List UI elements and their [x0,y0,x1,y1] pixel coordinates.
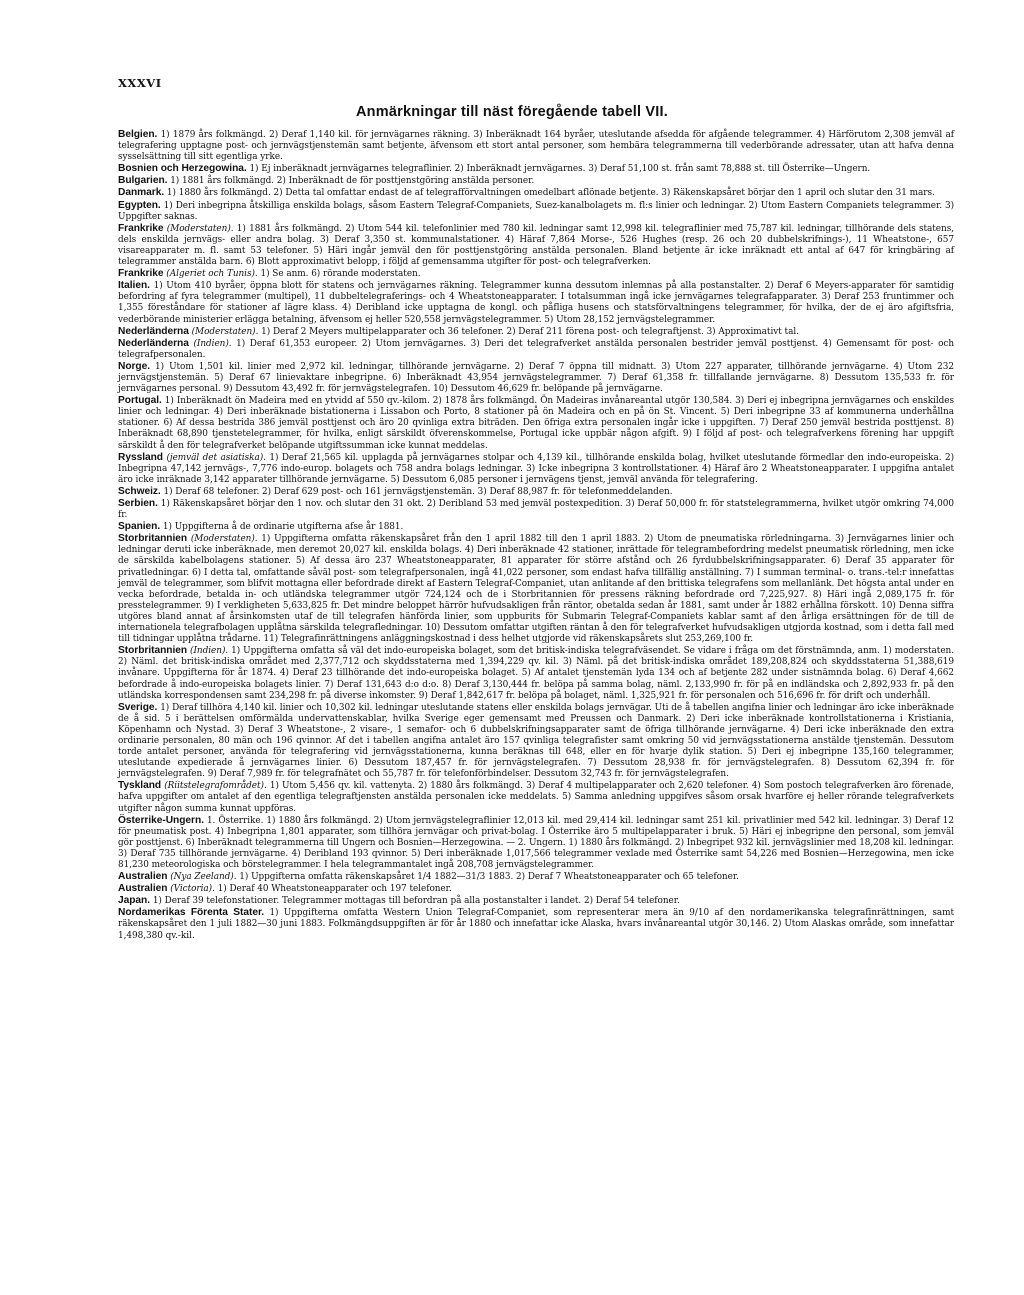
note-entry [118,361,954,395]
note-entry [118,395,954,451]
note-text: 1) Uppgifterna omfatta räkenskapsåret från den 1 april 1882 till den 1 april 1883. 2) Utom de pneumatiska rörledningarna. 3) Jernvägarnes linier och ledningar deruti icke inberäknade, men deremot 20,027 kil. enskilda bolags. 4) Deri inberäknade 42 stationer, inrättade för telegrambefordring medelst pneumatisk rörledning, men icke de särskilda kabelbolagens stationer. 5) Af dessa äro 237 Wheatstoneapparater, 81 apparater för större afstånd och 26 fyrdubbelskrifningsapparater. 6) Deraf 35 apparater för privatledningar. 6) I detta tal, omfattande såväl post- som telegrafpersonalen, ingå 41,022 personer, som endast hafva tillfällig anställning. 7) I summan terminal- o. trans.-tel:r innefattas jemväl de telegrammer, som blifvit mottagna eller befordrade direkt af Eastern Telegraf-Companiet, utan anlitande af den brittiska telegrafens som mellanlänk. Det högsta antal under en vecka befordrade, betalda in- och utländska telegrammer utgör 724,124 och de i Storbritannien för pressens räkning befordrade ord 7,225,927. 8) Häri ingå 2,089,175 fr. för presstelegrammer. 9) I verkligheten 5,633,825 fr. Det mindre beloppet härrör hufvudsakligen från räntor, obetalda sedan år 1881, samt under år 1882 erhållna förskott. 10) Denna siffra utgöres bland annat af årsinkomsten utaf de till telegrafen hänförda linier, som uppburits för Submarin Telegraf-Companiets kablar samt af den årliga ersättningen för de till de internationela telegrafbolagen upplåtna särskilda telegrafledningar. 10) Dessutom omfattar utgiften räntan å den för telegrafverket hufvudsakligen utgjorda kostnad, som i detta fall med till tidningar upplåtna trådarne. 11) Telegrafinrättningens anläggningskostnad i dess helhet utgjorde vid räkenskapsårets slut 253,269,100 fr. [118,534,955,645]
note-text: 1) Se anm. 6) rörande moderstaten. [257,269,421,280]
note-text: 1) 1879 års folkmängd. 2) Deraf 1,140 kil. för jernvägarnes räkning. 3) Inberäknadt 164 byråer, uteslutande afsedda för afgående telegrammer. 4) Härförutom 2,308 jemväl af telegrafering upptagne post- och jernvägstjenstemän samt betjente, äfvensom ett stort antal personer, som hembära telegrammerna till vederbörande adressater, utan att hafva denna sysselsättning till sitt egentliga yrke. [118,130,954,163]
note-text: 1) Uppgifterna å de ordinarie utgifterna afse år 1881. [160,522,404,533]
note-entry [118,907,954,941]
note-entry [118,268,954,280]
country-name: Schweiz. [118,485,161,497]
page-number: XXXVI [118,76,162,90]
note-entry [118,326,954,338]
region-qualifier: (Moderstaten). [166,223,234,234]
country-name: Nordamerikas Förenta Stater. [118,907,265,919]
note-text: 1) 1880 års folkmängd. 2) Detta tal omfattar endast de af telegrafförvaltningen omedelbart aflönade betjente. 3) Räkenskapsåret börjar den 1 april och slutar den 31 mars. [164,188,935,199]
note-text: 1) Utom 5,456 qv. kil. vattenyta. 2) 1880 års folkmängd. 3) Deraf 4 multipelapparater och 2,620 telefoner. 4) Som postoch telegrafverken äro förenade, hafva uppgifter om antalet af den egentliga telegraftjensten anstälda personalen icke meddelats. 5) Samma anledning uppgifves såsom orsak hvarföre ej heller rörande telegrafverkets utgifter någon summa kunnat uppföras. [118,781,954,814]
region-qualifier: (Indien). [193,338,232,349]
note-entry [118,452,954,486]
note-text: 1) Inberäknadt ön Madeira med en ytvidd af 550 qv.-kilom. 2) 1878 års folkmängd. Ön Madeiras invånareantal utgör 130,584. 3) Deri ej inbegripna jernvägarnes och enskildes linier och ledningar. 4) Deri inberäknade bistationerna i Lissabon och Porto, 8 stationer på ön Madeira och en på ön St. Vincent. 5) Deri inbegripne 33 af kommunerna underhållna stationer. 6) Af dessa bestrida 386 jemväl posttjenst och äro 20 qvinliga extra biträden. Den öfriga extra personalen ingår icke i uppgiften. 7) Deraf 250 jemväl bestrida posttjenst. 8) Inberäknadt 68,890 tjenstetelegrammer, för hvilka, enligt särskildt öfverenskommelse, Portugal icke uppbär någon afgift. 9) I följd af post- och telegrafverkens förening har uppgift särskildt å den för telegrafverket belöpande utgiftssumman icke kunnat meddelas. [118,396,954,451]
country-name: Australien [118,883,168,895]
country-name: Bulgarien. [118,175,168,187]
note-text: 1) Deraf 40 Wheatstoneapparater och 197 telefoner. [214,884,452,895]
region-qualifier: (Moderstaten). [190,534,258,545]
note-entry [118,883,954,895]
note-text: 1) Deraf 2 Meyers multipelapparater och 36 telefoner. 2) Deraf 211 förena post- och telegraftjenst. 3) Approximativt tal. [258,326,799,337]
note-entry [118,486,954,498]
note-entry [118,175,954,187]
country-name: Italien. [118,280,150,292]
note-entry [118,280,954,325]
country-name: Belgien. [118,129,158,140]
country-name: Norge. [118,360,151,372]
note-text: 1) Deraf 21,565 kil. upplagda på jernvägarnes stolpar och 4,139 kil., tillhörande enskilda bolag, hvilket uteslutande förmedlar den indo-europeiska. 2) Inbegripna 47,142 jernvägs-, 7,776 indo-europ. bolagets och 758 andra bolags ledningar. 3) Icke inbegripna 3 kontrollstationer. 4) Häraf äro 2 Wheatstoneapparater. I uppgifna antalet äro icke inräknade 3,142 apparater tillhörande jernvägarne. 5) Dessutom 6,085 personer i jernvägens tjenst, jemväl använda för telegrafering. [118,452,954,485]
note-entry [118,645,954,701]
country-name: Tyskland [118,780,162,792]
note-entry [118,163,954,175]
note-text: 1) 1881 års folkmängd. 2) Utom 544 kil. telefonlinier med 780 kil. ledningar samt 12,998 kil. telegraflinier med 75,787 kil. ledningar, tillhörande dels statens, dels enskilda jernvägs- eller andra bolag. 3) Deraf 3,350 st. kommunalstationer. 4) Häraf 7,864 Morse-, 526 Hughes (resp. 26 och 20 dubbelskrifnings-), 11 Wheatstone-, 657 visareapparater m. fl. samt 53 telefoner. 5) Häri ingår jemväl den för posttjenstgöring anstälda personalen. Bland betjente är icke inräknadt ett antal af 647 för kringbäring af telegrammer anstälda barn. 6) Blott approximativt belopp, i följd af gemensamma utgifter för post- och telegrafverken. [118,223,954,268]
note-text: 1) Deraf 39 telefonstationer. Telegrammer mottagas till befordran på alla postanstalter i landet. 2) Deraf 54 telefoner. [150,896,680,907]
note-text: 1) Deraf 68 telefoner. 2) Deraf 629 post- och 161 jernvägstjenstemän. 3) Deraf 88,987 fr. för telefonmeddelanden. [160,486,673,497]
note-entry [118,223,954,268]
page-title: Anmärkningar till näst föregående tabell VII. [356,104,668,120]
country-name: Nederländerna [118,337,189,349]
note-text: 1) Deraf 61,353 europeer. 2) Utom jernvägarnes. 3) Deri det telegrafverket anstälda personalen bestrider jemväl posttjenst. 4) Gemensamt för post- och telegrafpersonalen. [118,338,955,360]
note-entry [118,533,954,645]
country-name: Portugal. [118,395,162,407]
country-name: Japan. [118,895,151,907]
note-entry [118,895,954,907]
note-text: 1) Uppgifterna omfatta Western Union Telegraf-Companiet, som representerar mera än 9/10 af den nordamerikanska telegrafinrättningen, samt räkenskapsåret den 1 juli 1882—30 juni 1883. Folkmängdsuppgiften är för år 1880 och innefattar icke Alaska, hvars invånareantal utgör 30,146. 2) Utom Alaskas område, som innefattar 1,498,380 qv.-kil. [118,908,954,941]
region-qualifier: (Algeriet och Tunis). [166,269,258,280]
note-entry [118,780,954,814]
note-text: 1) Uppgifterna omfatta räkenskapsåret 1/4 1882—31/3 1883. 2) Deraf 7 Wheatstoneapparater och 65 telefoner. [236,872,739,883]
country-name: Frankrike [118,268,164,280]
country-name: Storbritannien [118,533,188,545]
region-qualifier: (Indien). [190,646,229,657]
country-name: Frankrike [118,222,164,234]
region-qualifier: (Nya Zeeland). [170,872,237,883]
country-name: Serbien. [118,498,158,509]
country-name: Bosnien och Herzegowina. [118,163,247,175]
note-entry [118,815,954,871]
country-name: Sverige. [118,701,158,713]
note-entry [118,702,954,781]
region-qualifier: (Riitstelegrafområdet). [164,781,267,792]
note-text: 1) 1881 års folkmängd. 2) Inberäknadt de för posttjenstgöring anstälda personer. [167,176,535,187]
region-qualifier: (jemväl det asiatiska). [166,452,266,463]
country-name: Egypten. [118,199,161,211]
country-name: Ryssland [118,451,163,463]
note-entry [118,521,954,533]
note-text: 1) Utom 410 byråer, öppna blott för statens och jernvägarnes räkning. Telegrammer kunna dessutom inlemnas på alla postanstalter. 2) Deraf 6 Meyers-apparater för samtidig befordring af fyra telegrammer (multipel), 11 dubbeltelegraferings- och 4 Wheatstoneapparater. I totalsumman ingå icke jernvägarnes telegrafapparater. 3) Deraf 253 fruntimmer och 1,355 föreståndare för stationer af lägre klass. 4) Deribland icke upptagna de kongl. och påfliga husens och statsförvaltningens telegrammer, för hvilka, der de ej äro afgiftsfria, vederbörande ministerier erlägga betalning, äfvensom ej heller 520,558 jernvägstelegrammer. 5) Utom 28,152 jernvägstelegrammer. [118,281,954,325]
region-qualifier: (Moderstaten). [191,326,259,337]
note-text: 1) Deraf tillhöra 4,140 kil. linier och 10,302 kil. ledningar uteslutande statens eller enskilda bolags jernvägar. Uti de å tabellen angifna linier och ledningar äro icke inberäknade de å sid. 5 i berättelsen omförmälda undervattenskablar, hvilka Sverige eger gemensamt med Preussen och Danmark. 2) Deri icke inberäknade kontrollstationerna i Kristiania, Köpenhamn och Nystad. 3) Deraf 3 Wheatstone-, 2 visare-, 1 semafor- och 6 dubbelskrifningsapparater samt de öfriga tillhörande jernvägarne. 4) Deri icke inberäknade den extra ordinarie personalen, 80 män och 196 qvinnor. Af det i tabellen angifna antalet äro 157 qvinliga telegrafister samt omkring 50 vid jernvägsstationerna anstälde tjenstemän. Dessutom torde antalet personer, använda för telegrafering vid jernvägsstationerna, kunna beräknas till 648, eller en för hvarje dylik station. 5) Deri ej inbegripne 135,160 telegrammer, uteslutande expedierade å jernvägarnes linier. 6) Dessutom 187,457 fr. för jernvägstelegrafen. 7) Dessutom 28,938 fr. för jernvägstelegrafen. 8) Dessutom 62,394 fr. för jernvägstelegrafen. 9) Deraf 7,989 fr. för telegrafnätet och 55,787 fr. för telefonförbindelser. Dessutom 32,743 fr. för jernvägstelegrafen. [118,702,954,780]
country-name: Storbritannien [118,645,188,657]
note-text: 1) Ej inberäknadt jernvägarnes telegraflinier. 2) Inberäknadt jernvägarnes. 3) Deraf 51,100 st. från samt 78,888 st. till Österrike—Ungern. [246,164,871,175]
notes-content [118,129,954,942]
note-text: 1. Österrike. 1) 1880 års folkmängd. 2) Utom jernvägstelegraflinier 12,013 kil. med 29,414 kil. ledningar samt 251 kil. privatlinier med 542 kil. ledningar. 3) Deraf 12 för pneumatisk post. 4) Inbegripna 1,801 apparater, som tillhöra jernvägar och privat-bolag. I Österrike äro 5 multipelapparater i bruk. 5) Häri ej inbegripne den personal, som jemväl gör posttjenst. 6) Inberäknadt telegrammerna till Ungern och Bosnien—Herzegowina. — 2. Ungern. 1) 1880 års folkmängd. 2) Inbegripet 932 kil. jernvägslinier med 18,208 kil. ledningar. 3) Deraf 735 tillhörande jernvägarne. 4) Deribland 193 qvinnor. 5) Deri inberäknade 1,017,566 telegrammer vexlade med Österrike samt 54,226 med Bosnien—Herzegowina, men icke 81,230 meteorologiska och börstelegrammer. I hela telegrammantalet ingå 208,708 jernvägstelegrammer. [118,815,954,870]
note-text: 1) Utom 1,501 kil. linier med 2,972 kil. ledningar, tillhörande jernvägarne. 2) Deraf 7 öppna till midnatt. 3) Utom 227 apparater, tillhörande jernvägarne. 4) Utom 232 jernvägstjenstemän. 5) Deraf 67 linievaktare inbegripne. 6) Inberäknadt 43,954 jernvägstelegrammer. 7) Deraf 61,358 fr. tillfallande jernvägarne. 8) Dessutom 135,533 fr. för jernvägarnes personal. 9) Dessutom 43,492 fr. för jernvägstelegrafen. 10) Dessutom 46,629 fr. belöpande på jernvägarne. [118,361,954,395]
region-qualifier: (Victoria). [170,884,215,895]
country-name: Danmark. [118,187,165,199]
note-text: 1) Räkenskapsåret börjar den 1 nov. och slutar den 31 okt. 2) Deribland 53 med jemväl postexpedition. 3) Deraf 50,000 fr. för statstelegrammerna, hvilket utgör omkring 74,000 fr. [118,499,954,521]
country-name: Nederländerna [118,325,189,337]
note-text: 1) Deri inbegripna åtskilliga enskilda bolags, såsom Eastern Telegraf-Companiets, Suez-kanalbolagets m. fl:s linier och ledningar. 2) Utom Eastern Companiets telegrammer. 3) Uppgifter saknas. [118,200,954,222]
country-name: Spanien. [118,521,161,533]
note-entry [118,129,954,163]
note-entry [118,187,954,199]
note-entry [118,498,954,521]
note-entry [118,338,954,361]
note-text: 1) Uppgifterna omfatta så väl det indo-europeiska bolaget, som det britisk-indiska telegrafväsendet. Se vidare i fråga om det förstnämnda, anm. 1) moderstaten. 2) Näml. det britisk-indiska området med 2,377,712 och skyddsstaterna med 1,394,229 qv. kil. 3) Näml. på det britisk-indiska området 189,208,824 och skyddsstaterna 51,388,619 invånare. Uppgifterna för år 1874. 4) Deraf 23 tillhörande det indo-europeiska bolaget. 5) Af antalet tjenstemän lyda 134 och af betjente 282 under sistnämnda bolag. 6) Deraf 4,662 befordrade å indo-europeiska bolagets linier. 7) Deraf 131,643 d:o d:o. 8) Deraf 3,130,444 fr. belöpa på samma bolag, näml. 2,133,990 fr. för på en indländska och 2,892,933 fr. på den utländska korrespondensen samt 234,298 fr. på diverse inkomster. 9) Deraf 1,842,617 fr. belöpa på bolaget, näml. 1,325,921 fr. för personalen och 516,696 fr. för drift och underhåll. [118,646,955,701]
note-entry [118,200,954,223]
note-entry [118,871,954,883]
country-name: Österrike-Ungern. [118,814,204,826]
country-name: Australien [118,871,168,883]
